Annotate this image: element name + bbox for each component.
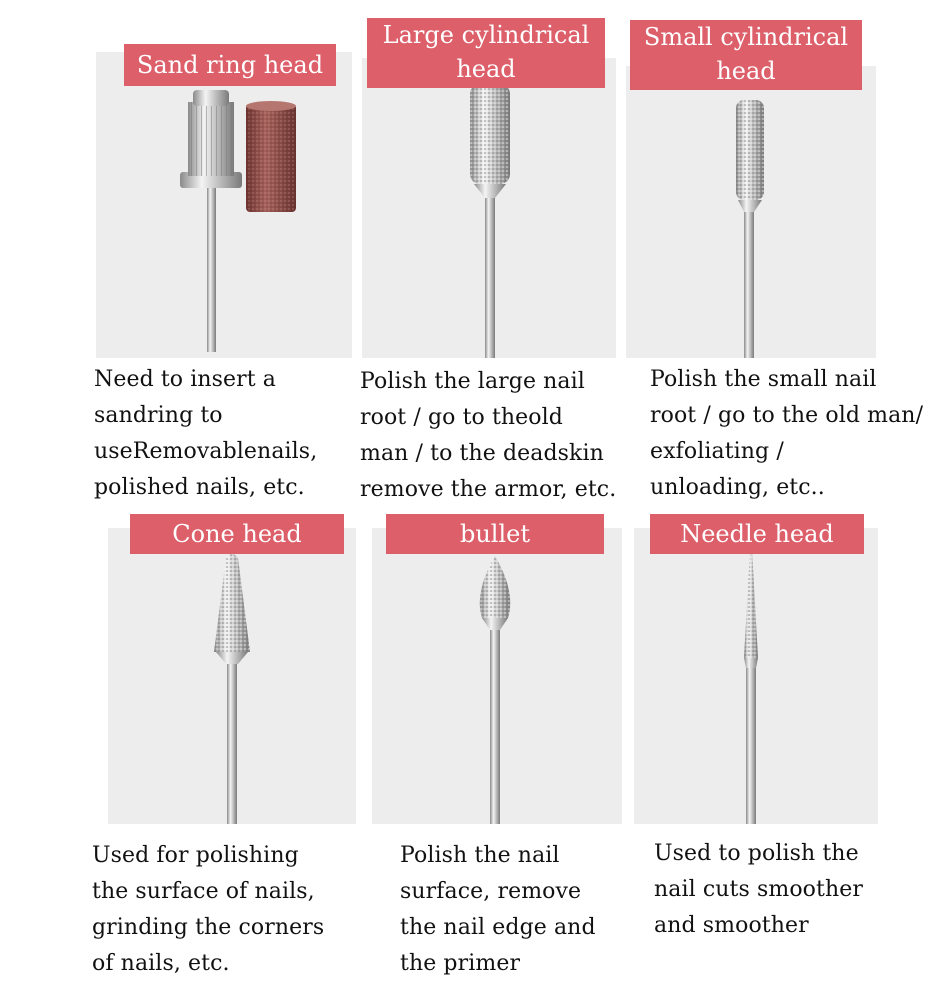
label-large-cylindrical-head: Large cylindrical head bbox=[367, 18, 605, 88]
cone-bit-icon bbox=[108, 528, 356, 824]
description-sand-ring-head: Need to insert a sandring to useRemovablenails, polished nails, etc. bbox=[94, 367, 318, 500]
small-cylinder-bit-icon bbox=[626, 66, 876, 358]
large-cylinder-bit-icon bbox=[362, 58, 616, 358]
bullet-bit-icon bbox=[372, 528, 622, 824]
description-large-cylindrical-head: Polish the large nail root / go to theold man / to the deadskin remove the armor, etc. bbox=[360, 369, 617, 502]
sand-ring-bit-icon bbox=[96, 52, 352, 358]
description-bullet: Polish the nail surface, remove the nail edge and the primer bbox=[400, 843, 596, 976]
description-needle-head: Used to polish the nail cuts smoother and smoother bbox=[654, 841, 863, 938]
description-small-cylindrical-head: Polish the small nail root / go to the old man/ exfoliating / unloading, etc.. bbox=[650, 367, 924, 500]
needle-bit-icon bbox=[634, 528, 878, 824]
label-cone-head: Cone head bbox=[130, 514, 344, 554]
product-panel-needle bbox=[634, 528, 878, 824]
label-sand-ring-head: Sand ring head bbox=[124, 44, 336, 86]
product-panel-large-cylinder bbox=[362, 58, 616, 358]
label-needle-head: Needle head bbox=[650, 514, 864, 554]
label-small-cylindrical-head: Small cylindrical head bbox=[630, 20, 862, 90]
label-bullet: bullet bbox=[386, 514, 604, 554]
product-panel-sand-ring bbox=[96, 52, 352, 358]
description-cone-head: Used for polishing the surface of nails, grinding the corners of nails, etc. bbox=[92, 843, 325, 976]
product-panel-small-cylinder bbox=[626, 66, 876, 358]
product-panel-cone bbox=[108, 528, 356, 824]
product-panel-bullet bbox=[372, 528, 622, 824]
